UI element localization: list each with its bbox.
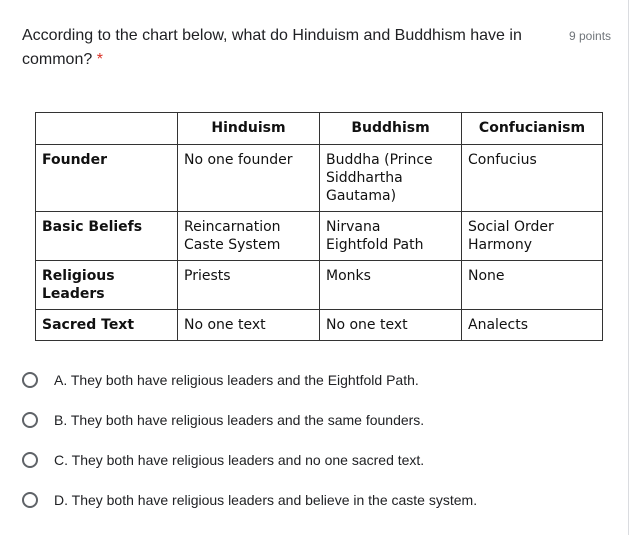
cell-line: Nirvana (326, 219, 381, 235)
cell-line: Priests (184, 268, 231, 284)
table-cell (462, 261, 603, 310)
table-cell (320, 261, 462, 310)
cell-line: Monks (326, 268, 371, 284)
chart-header-row (36, 113, 603, 145)
table-row (36, 212, 603, 261)
option-a[interactable] (22, 360, 477, 400)
table-cell (178, 310, 320, 341)
radio-button[interactable] (22, 372, 38, 388)
option-d[interactable] (22, 480, 477, 520)
cell-line: Buddha (Prince (326, 152, 433, 168)
cell-line: None (468, 268, 505, 284)
table-cell (178, 261, 320, 310)
cell-line: Siddhartha (326, 170, 403, 186)
question-text: According to the chart below, what do Hinduism and Buddhism have in common? (22, 27, 522, 68)
table-cell (178, 212, 320, 261)
cell-line: No one text (184, 317, 266, 333)
cell-line: Reincarnation (184, 219, 281, 235)
option-label: D. They both have religious leaders and believe in the caste system. (54, 492, 478, 508)
cell-line: Analects (468, 317, 529, 333)
cell-line: Eightfold Path (326, 237, 424, 253)
option-b[interactable] (22, 400, 477, 440)
cell-line: No one founder (184, 152, 293, 168)
points-label: 9 points (569, 29, 612, 43)
header-cell-confucianism: Confucianism (462, 113, 603, 145)
required-asterisk: * (96, 51, 103, 68)
cell-line: Caste System (184, 237, 281, 253)
table-cell (320, 145, 462, 212)
table-cell (178, 145, 320, 212)
comparison-chart (35, 112, 603, 341)
answer-options (22, 360, 477, 520)
table-cell (320, 310, 462, 341)
radio-button[interactable] (22, 412, 38, 428)
row-label: Basic Beliefs (36, 212, 178, 261)
option-label: B. They both have religious leaders and the same founders. (54, 412, 425, 428)
table-row (36, 145, 603, 212)
cell-line: No one text (326, 317, 408, 333)
question-title (22, 24, 552, 72)
table-cell (462, 310, 603, 341)
row-label: Religious Leaders (36, 261, 178, 310)
cell-line: Gautama) (326, 188, 397, 204)
radio-button[interactable] (22, 492, 38, 508)
row-label: Founder (36, 145, 178, 212)
cell-line: Harmony (468, 237, 532, 253)
cell-line: Social Order (468, 219, 554, 235)
option-label: A. They both have religious leaders and the Eightfold Path. (54, 372, 419, 388)
table-cell (320, 212, 462, 261)
row-label: Sacred Text (36, 310, 178, 341)
option-label: C. They both have religious leaders and no one sacred text. (54, 452, 425, 468)
header-cell-hinduism: Hinduism (178, 113, 320, 145)
radio-button[interactable] (22, 452, 38, 468)
header-cell (36, 113, 178, 145)
header-cell-buddhism: Buddhism (320, 113, 462, 145)
option-c[interactable] (22, 440, 477, 480)
table-row (36, 261, 603, 310)
table-cell (462, 145, 603, 212)
table-row (36, 310, 603, 341)
table-cell (462, 212, 603, 261)
cell-line: Confucius (468, 152, 537, 168)
